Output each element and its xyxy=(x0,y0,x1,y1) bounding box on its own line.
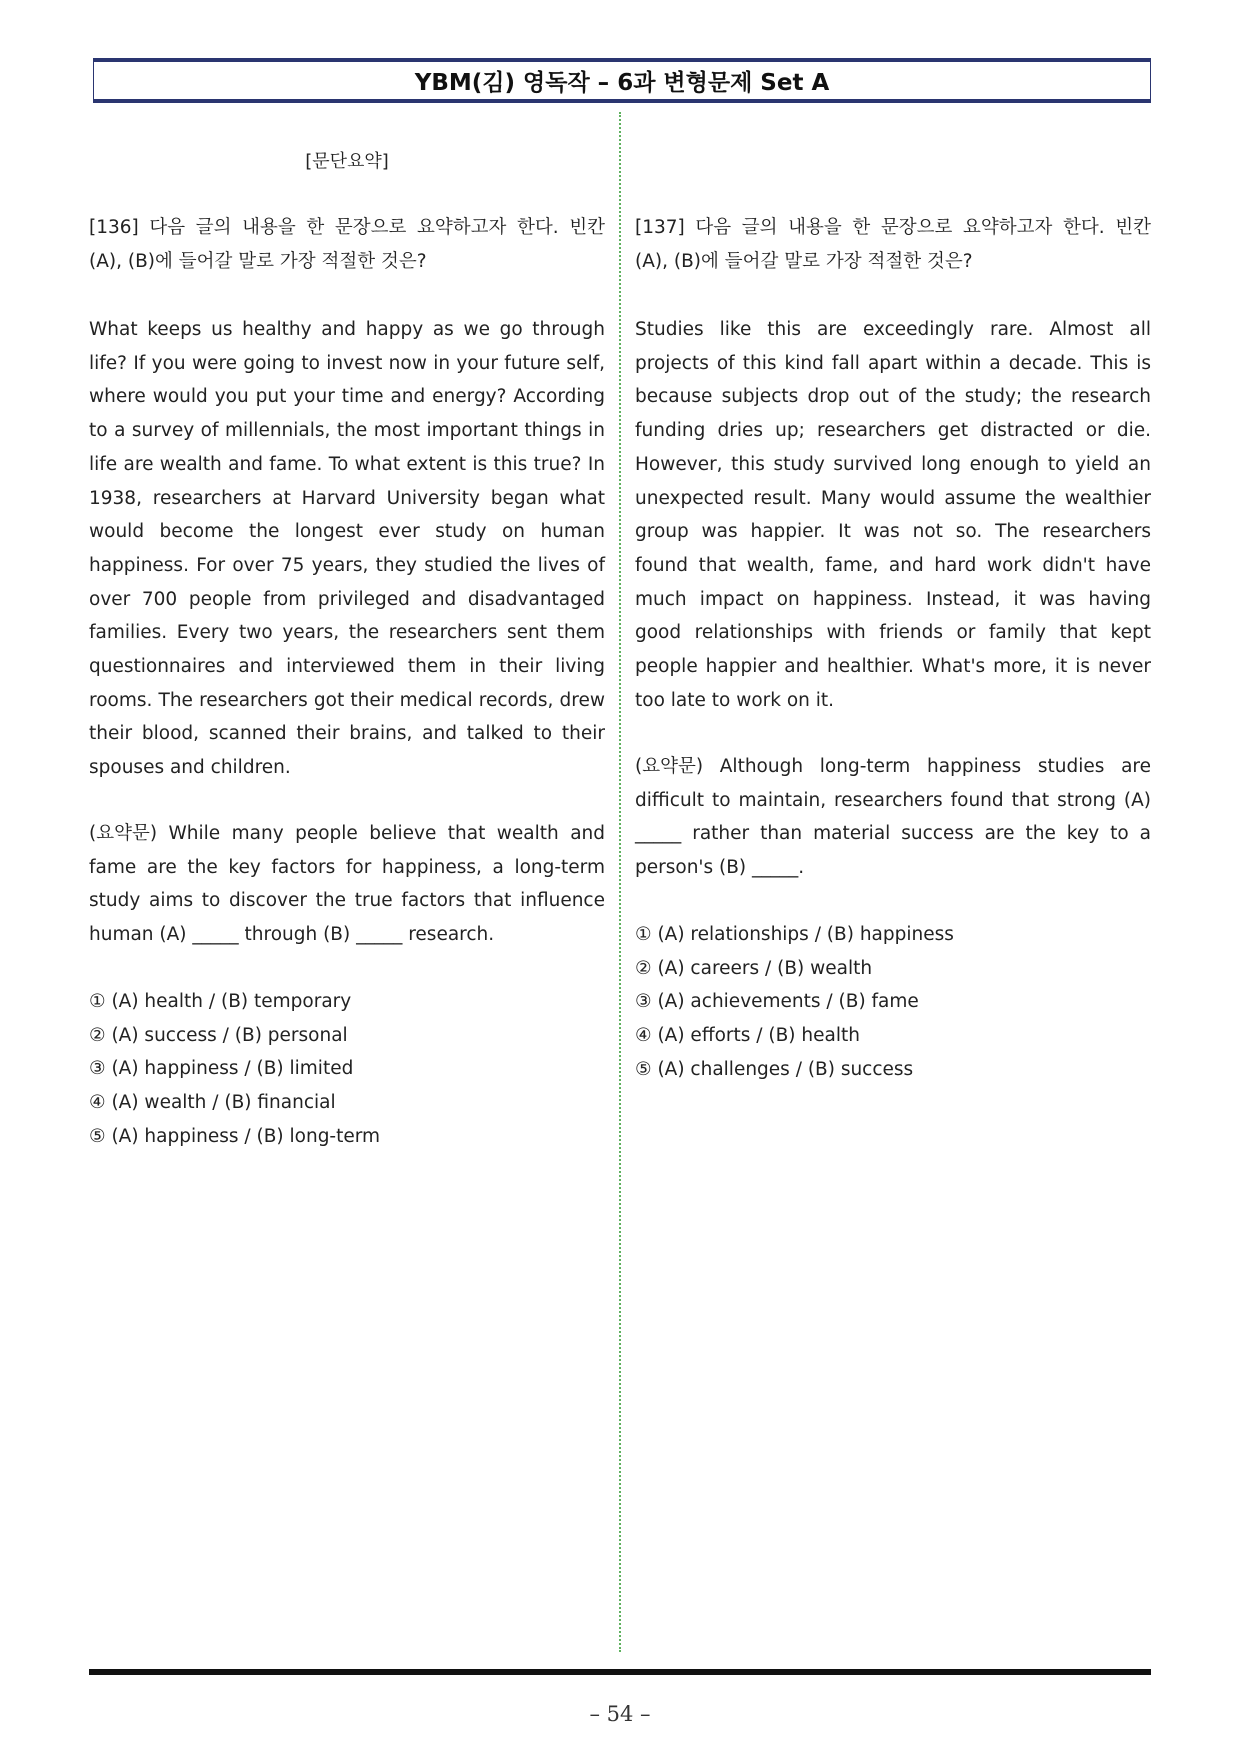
option-3[interactable]: ③ (A) happiness / (B) limited xyxy=(89,1058,354,1080)
question-136-prompt: [136] 다음 글의 내용을 한 문장으로 요약하고자 한다. 빈칸 (A), (B)에 들어갈 말로 가장 적절한 것은? xyxy=(89,217,605,272)
question-137-prompt: [137] 다음 글의 내용을 한 문장으로 요약하고자 한다. 빈칸 (A), (B)에 들어갈 말로 가장 적절한 것은? xyxy=(635,217,1151,272)
option-2[interactable]: ② (A) careers / (B) wealth xyxy=(635,957,873,979)
option-1[interactable]: ① (A) relationships / (B) happiness xyxy=(635,924,954,945)
question-136-options xyxy=(89,985,605,1154)
option-5[interactable]: ⑤ (A) happiness / (B) long-term xyxy=(89,1125,381,1147)
option-2[interactable]: ② (A) success / (B) personal xyxy=(89,1024,348,1046)
footer-rule xyxy=(89,1669,1151,1675)
question-137-options xyxy=(635,918,1151,1087)
option-1[interactable]: ① (A) health / (B) temporary xyxy=(89,991,352,1012)
option-5[interactable]: ⑤ (A) challenges / (B) success xyxy=(635,1058,914,1080)
section-label: [문단요약] xyxy=(305,151,389,172)
question-137-summary: (요약문) Although long-term happiness studies are difficult to maintain, researchers found that strong (A) _____ rather than material success are the key to a person's (B) _____. xyxy=(635,756,1151,879)
question-136-passage: What keeps us healthy and happy as we go through life? If you were going to invest now in your future self, where would you put your time and energy? According to a survey of millennials, the most important things in life are wealth and fame. To what extent is this true? In 1938, researchers at Harvard University began what would become the longest ever study on human happiness. For over 75 years, they studied the lives of over 700 people from privileged and disadvantaged families. Every two years, the researchers sent them questionnaires and interviewed them in their living rooms. The researchers got their medical records, drew their blood, scanned their brains, and talked to their spouses and children. xyxy=(89,319,605,779)
page-title: YBM(김) 영독작 – 6과 변형문제 Set A xyxy=(414,70,830,96)
option-4[interactable]: ④ (A) wealth / (B) financial xyxy=(89,1092,336,1114)
question-136-summary: (요약문) While many people believe that wealth and fame are the key factors for happiness, a long-term study aims to discover the true factors that influence human (A) _____ through (B) _____ research. xyxy=(89,823,605,946)
option-4[interactable]: ④ (A) efforts / (B) health xyxy=(635,1025,860,1047)
question-137-passage: Studies like this are exceedingly rare. Almost all projects of this kind fall apart within a decade. This is because subjects drop out of the study; the research funding dries up; researchers get distracted or die. However, this study survived long enough to yield an unexpected result. Many would assume the wealthier group was happier. It was not so. The researchers found that wealth, fame, and hard work didn't have much impact on happiness. Instead, it was having good relationships with friends or family that kept people happier and healthier. What's more, it is never too late to work on it. xyxy=(635,319,1151,711)
page-header xyxy=(93,58,1151,103)
page-number: – 54 – xyxy=(589,1702,651,1726)
option-3[interactable]: ③ (A) achievements / (B) fame xyxy=(635,991,919,1013)
column-divider xyxy=(619,112,621,1652)
